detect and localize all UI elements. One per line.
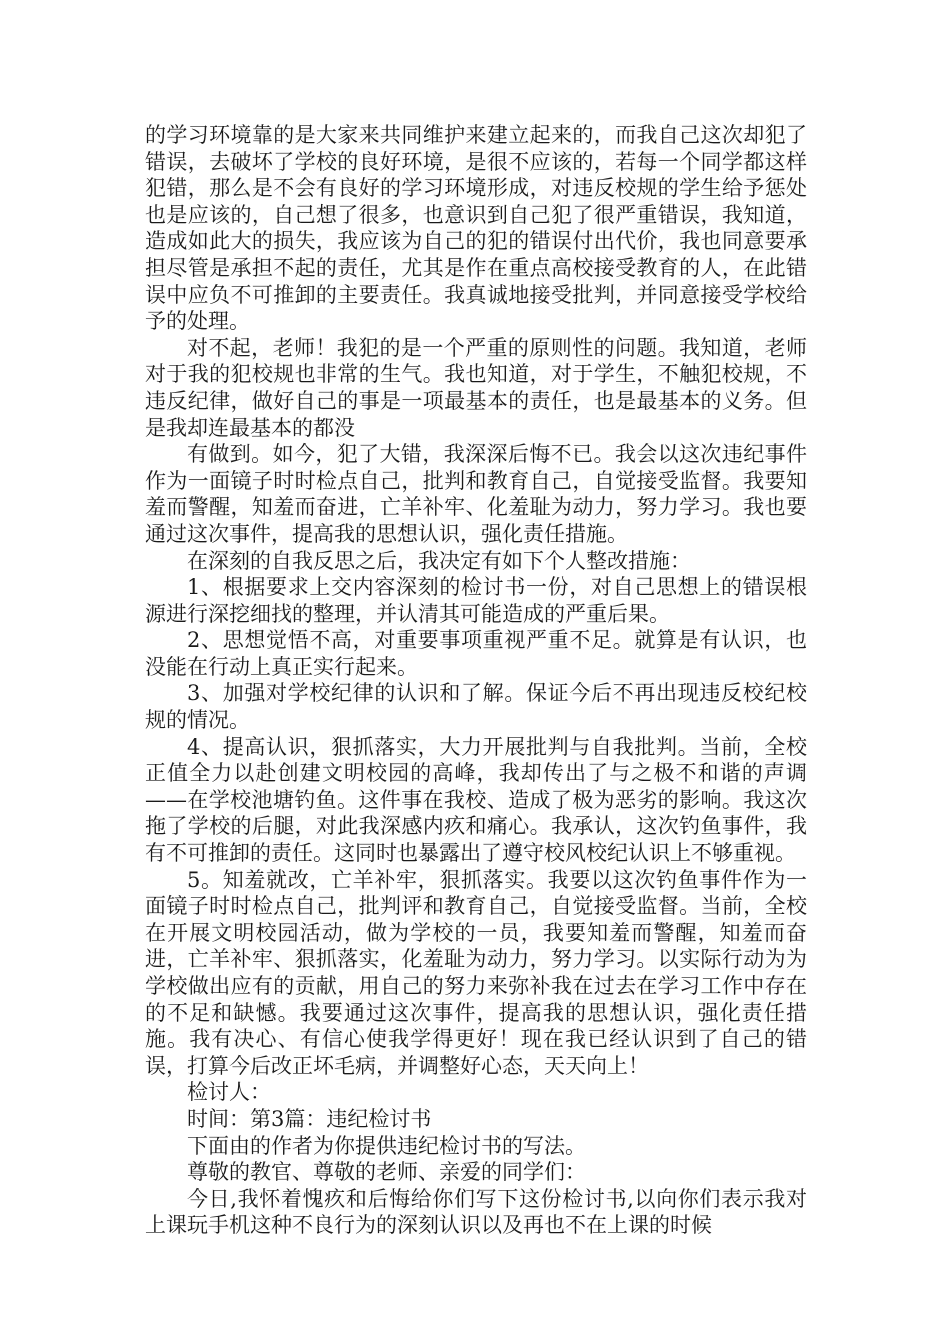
paragraph-2: 对不起，老师！我犯的是一个严重的原则性的问题。我知道，老师对于我的犯校规也非常的生气。我也知道，对于学生，不触犯校规，不违反纪律，做好自己的事是一项最基本的责任，也是最基本的义务。但是我却连最基本的都没 (145, 335, 807, 440)
salutation: 尊敬的教官、尊敬的老师、亲爱的同学们： (187, 1160, 586, 1185)
list-item-2: 2、思想觉悟不高，对重要事项重视严重不足。就算是有认识，也没能在行动上真正实行起来。 (145, 628, 807, 679)
paragraph-3: 有做到。如今，犯了大错，我深深后悔不已。我会以这次违纪事件作为一面镜子时时检点自己，批判和教育自己，自觉接受监督。我要知羞而警醒，知羞而奋进，亡羊补牢、化羞耻为动力，努力学习。我也要通过这次事件，提高我的思想认识，强化责任措施。 (145, 442, 807, 546)
list-item-3: 3、加强对学校纪律的认识和了解。保证今后不再出现违反校纪校规的情况。 (145, 681, 807, 733)
document-body (145, 122, 807, 1239)
time-and-section-title: 时间：第3篇：违纪检讨书 (187, 1106, 432, 1131)
paragraph-4: 在深刻的自我反思之后，我决定有如下个人整改措施： (187, 548, 691, 573)
paragraph-final: 今日,我怀着愧疚和后悔给你们写下这份检讨书,以向你们表示我对上课玩手机这种不良行为的深刻认识以及再也不在上课的时候 (145, 1186, 807, 1238)
list-item-4: 4、提高认识，狠抓落实，大力开展批判与自我批判。当前，全校正值全力以赴创建文明校园的高峰，我却传出了与之极不和谐的声调——在学校池塘钓鱼。这件事在我校、造成了极为恶劣的影响。我这次拖了学校的后腿，对此我深感内疚和痛心。我承认，这次钓鱼事件，我有不可推卸的责任。这同时也暴露出了遵守校风校纪认识上不够重视。 (145, 734, 807, 866)
paragraph-1: 的学习环境靠的是大家来共同维护来建立起来的，而我自己这次却犯了错误，去破坏了学校的良好环境，是很不应该的，若每一个同学都这样犯错，那么是不会有良好的学习环境形成，对违反校规的学生给予惩处也是应该的，自己想了很多，也意识到自己犯了很严重错误，我知道，造成如此大的损失，我应该为自己的犯的错误付出代价，我也同意要承担尽管是承担不起的责任，尤其是作在重点高校接受教育的人，在此错误中应负不可推卸的主要责任。我真诚地接受批判，并同意接受学校给予的处理。 (145, 123, 807, 334)
intro-line: 下面由的作者为你提供违纪检讨书的写法。 (187, 1133, 586, 1158)
list-item-5: 5。知羞就改，亡羊补牢，狠抓落实。我要以这次钓鱼事件作为一面镜子时时检点自己，批判评和教育自己，自觉接受监督。当前，全校在开展文明校园活动，做为学校的一员，我要知羞而警醒，知羞而奋进，亡羊补牢、狠抓落实，化羞耻为动力，努力学习。以实际行动为为学校做出应有的贡献，用自己的努力来弥补我在过去在学习工作中存在的不足和缺憾。我要通过这次事件，提高我的思想认识，强化责任措施。我有决心、有信心使我学得更好！现在我已经认识到了自己的错误，打算今后改正坏毛病，并调整好心态，天天向上！ (145, 867, 807, 1078)
signature-line: 检讨人： (187, 1080, 271, 1105)
list-item-1: 1、根据要求上交内容深刻的检讨书一份，对自己思想上的错误根源进行深挖细找的整理，并认清其可能造成的严重后果。 (145, 575, 807, 626)
